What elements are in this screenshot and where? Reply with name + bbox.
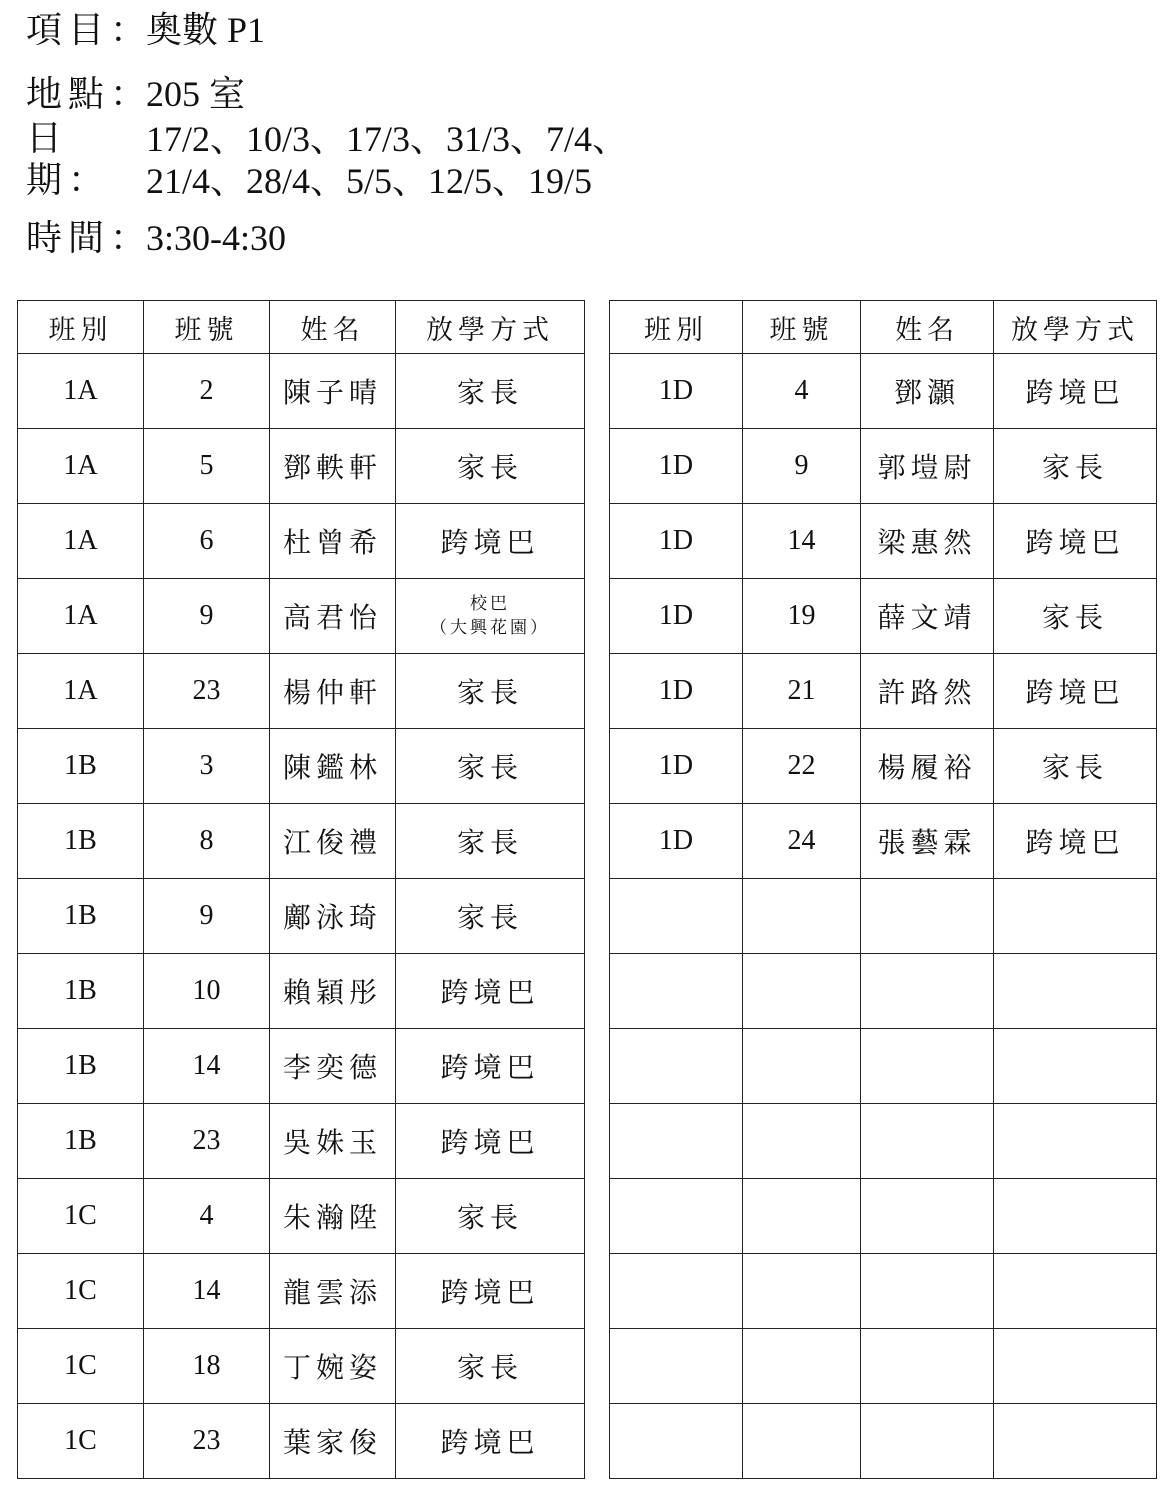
empty-cell <box>861 1254 994 1329</box>
date-line-1: 17/2、10/3、17/3、31/3、7/4、 <box>146 119 629 159</box>
class-cell: 1D <box>610 579 743 654</box>
name-cell: 許路然 <box>861 654 994 729</box>
name-cell: 楊仲軒 <box>270 654 396 729</box>
empty-cell <box>610 1029 743 1104</box>
name-cell: 吳姝玉 <box>270 1104 396 1179</box>
location-label: 地點： <box>26 74 153 115</box>
empty-cell <box>994 1029 1157 1104</box>
empty-table-row <box>610 879 1157 954</box>
empty-table-row <box>610 1104 1157 1179</box>
name-cell: 楊履裕 <box>861 729 994 804</box>
transport-cell: 家長 <box>994 729 1157 804</box>
transport-main: 校巴 <box>470 594 510 614</box>
table-row <box>610 429 1157 504</box>
col-header-class: 班別 <box>18 301 144 354</box>
col-header-name: 姓名 <box>270 301 396 354</box>
col-header-transport: 放學方式 <box>994 301 1157 354</box>
project-line <box>26 10 265 51</box>
col-header-number: 班號 <box>144 301 270 354</box>
name-cell: 李奕德 <box>270 1029 396 1104</box>
number-cell: 18 <box>144 1329 270 1404</box>
empty-cell <box>994 1329 1157 1404</box>
col-header-number: 班號 <box>743 301 861 354</box>
transport-cell: 跨境巴 <box>396 1404 585 1479</box>
class-cell: 1A <box>18 579 144 654</box>
empty-cell <box>861 954 994 1029</box>
transport-cell: 家長 <box>994 429 1157 504</box>
number-cell: 8 <box>144 804 270 879</box>
col-header-class: 班別 <box>610 301 743 354</box>
number-cell: 21 <box>743 654 861 729</box>
empty-cell <box>610 1329 743 1404</box>
class-cell: 1A <box>18 429 144 504</box>
name-cell: 郭塏尉 <box>861 429 994 504</box>
class-cell: 1B <box>18 804 144 879</box>
table-row <box>18 1404 585 1479</box>
date-values <box>146 118 628 202</box>
number-cell: 23 <box>144 654 270 729</box>
date-label: 日期： <box>26 118 111 201</box>
time-line <box>26 218 286 259</box>
empty-cell <box>743 879 861 954</box>
transport-cell: 跨境巴 <box>396 504 585 579</box>
name-cell: 高君怡 <box>270 579 396 654</box>
table-row <box>18 1179 585 1254</box>
transport-cell: 跨境巴 <box>994 504 1157 579</box>
empty-cell <box>610 1179 743 1254</box>
class-cell: 1A <box>18 654 144 729</box>
name-cell: 龍雲添 <box>270 1254 396 1329</box>
class-cell: 1C <box>18 1404 144 1479</box>
class-cell: 1D <box>610 429 743 504</box>
number-cell: 5 <box>144 429 270 504</box>
empty-cell <box>743 1404 861 1479</box>
class-cell: 1B <box>18 954 144 1029</box>
class-cell: 1D <box>610 504 743 579</box>
date-line <box>26 118 628 203</box>
empty-cell <box>861 1329 994 1404</box>
name-cell: 朱瀚陞 <box>270 1179 396 1254</box>
name-cell: 杜曾希 <box>270 504 396 579</box>
table-row <box>18 954 585 1029</box>
empty-cell <box>610 1404 743 1479</box>
empty-cell <box>743 1254 861 1329</box>
col-header-name: 姓名 <box>861 301 994 354</box>
empty-cell <box>994 879 1157 954</box>
transport-cell: 跨境巴 <box>994 804 1157 879</box>
number-cell: 10 <box>144 954 270 1029</box>
empty-cell <box>610 1254 743 1329</box>
number-cell: 14 <box>144 1254 270 1329</box>
class-cell: 1C <box>18 1254 144 1329</box>
name-cell: 薛文靖 <box>861 579 994 654</box>
col-header-transport: 放學方式 <box>396 301 585 354</box>
number-cell: 4 <box>144 1179 270 1254</box>
empty-cell <box>994 1179 1157 1254</box>
table-row <box>18 1104 585 1179</box>
right-roster-table <box>609 300 1157 1479</box>
class-cell: 1D <box>610 354 743 429</box>
empty-table-row <box>610 1404 1157 1479</box>
number-cell: 24 <box>743 804 861 879</box>
empty-cell <box>861 1404 994 1479</box>
empty-cell <box>994 954 1157 1029</box>
number-cell: 2 <box>144 354 270 429</box>
number-cell: 9 <box>144 879 270 954</box>
name-cell: 梁惠然 <box>861 504 994 579</box>
transport-cell: 家長 <box>396 1179 585 1254</box>
number-cell: 23 <box>144 1104 270 1179</box>
name-cell: 葉家俊 <box>270 1404 396 1479</box>
number-cell: 3 <box>144 729 270 804</box>
transport-cell: 家長 <box>994 579 1157 654</box>
transport-cell: 家長 <box>396 654 585 729</box>
number-cell: 4 <box>743 354 861 429</box>
table-row <box>18 654 585 729</box>
transport-cell: 跨境巴 <box>396 1254 585 1329</box>
transport-cell: 家長 <box>396 1329 585 1404</box>
number-cell: 14 <box>144 1029 270 1104</box>
table-row <box>18 579 585 654</box>
empty-cell <box>743 1179 861 1254</box>
class-cell: 1D <box>610 804 743 879</box>
name-cell: 鄧軼軒 <box>270 429 396 504</box>
number-cell: 6 <box>144 504 270 579</box>
transport-cell <box>396 579 585 654</box>
right-header-row <box>610 301 1157 354</box>
table-row <box>18 804 585 879</box>
name-cell: 張藝霖 <box>861 804 994 879</box>
empty-cell <box>861 1029 994 1104</box>
empty-table-row <box>610 954 1157 1029</box>
transport-cell: 跨境巴 <box>396 1029 585 1104</box>
name-cell: 陳鑑林 <box>270 729 396 804</box>
table-row <box>610 729 1157 804</box>
table-row <box>18 729 585 804</box>
empty-cell <box>861 879 994 954</box>
transport-cell: 跨境巴 <box>396 1104 585 1179</box>
name-cell: 賴穎彤 <box>270 954 396 1029</box>
number-cell: 22 <box>743 729 861 804</box>
transport-cell: 家長 <box>396 729 585 804</box>
empty-cell <box>610 954 743 1029</box>
empty-cell <box>861 1179 994 1254</box>
empty-table-row <box>610 1179 1157 1254</box>
number-cell: 19 <box>743 579 861 654</box>
empty-table-row <box>610 1329 1157 1404</box>
date-line-2: 21/4、28/4、5/5、12/5、19/5 <box>146 161 593 201</box>
transport-cell: 跨境巴 <box>994 654 1157 729</box>
empty-cell <box>861 1104 994 1179</box>
left-roster-table <box>17 300 585 1479</box>
transport-cell: 家長 <box>396 429 585 504</box>
time-value: 3:30-4:30 <box>146 218 286 258</box>
transport-cell: 跨境巴 <box>994 354 1157 429</box>
transport-note: （大興花園） <box>430 618 550 638</box>
class-cell: 1B <box>18 1104 144 1179</box>
name-cell: 陳子晴 <box>270 354 396 429</box>
transport-cell: 家長 <box>396 804 585 879</box>
empty-cell <box>610 1104 743 1179</box>
time-label: 時間： <box>26 218 153 259</box>
table-row <box>18 504 585 579</box>
table-row <box>610 354 1157 429</box>
empty-cell <box>610 879 743 954</box>
table-row <box>18 879 585 954</box>
table-row <box>610 579 1157 654</box>
class-cell: 1A <box>18 504 144 579</box>
number-cell: 9 <box>144 579 270 654</box>
table-row <box>18 429 585 504</box>
number-cell: 9 <box>743 429 861 504</box>
empty-table-row <box>610 1254 1157 1329</box>
empty-table-row <box>610 1029 1157 1104</box>
name-cell: 丁婉姿 <box>270 1329 396 1404</box>
empty-cell <box>743 1329 861 1404</box>
name-cell: 鄺泳琦 <box>270 879 396 954</box>
number-cell: 14 <box>743 504 861 579</box>
left-header-row <box>18 301 585 354</box>
class-cell: 1B <box>18 729 144 804</box>
class-cell: 1C <box>18 1179 144 1254</box>
class-cell: 1B <box>18 879 144 954</box>
table-row <box>18 1329 585 1404</box>
table-row <box>610 654 1157 729</box>
empty-cell <box>994 1404 1157 1479</box>
name-cell: 江俊禮 <box>270 804 396 879</box>
class-cell: 1D <box>610 729 743 804</box>
project-label: 項目： <box>26 10 153 51</box>
location-line <box>26 74 245 115</box>
empty-cell <box>743 1104 861 1179</box>
class-cell: 1D <box>610 654 743 729</box>
location-value: 205 室 <box>146 74 246 114</box>
table-row <box>610 804 1157 879</box>
transport-cell: 家長 <box>396 879 585 954</box>
number-cell: 23 <box>144 1404 270 1479</box>
name-cell: 鄧灝 <box>861 354 994 429</box>
transport-cell: 跨境巴 <box>396 954 585 1029</box>
transport-cell: 家長 <box>396 354 585 429</box>
table-row <box>18 1254 585 1329</box>
empty-cell <box>743 954 861 1029</box>
class-cell: 1A <box>18 354 144 429</box>
empty-cell <box>994 1254 1157 1329</box>
empty-cell <box>994 1104 1157 1179</box>
project-value: 奧數 P1 <box>146 10 266 50</box>
class-cell: 1C <box>18 1329 144 1404</box>
empty-cell <box>743 1029 861 1104</box>
table-row <box>18 354 585 429</box>
class-cell: 1B <box>18 1029 144 1104</box>
table-row <box>18 1029 585 1104</box>
table-row <box>610 504 1157 579</box>
